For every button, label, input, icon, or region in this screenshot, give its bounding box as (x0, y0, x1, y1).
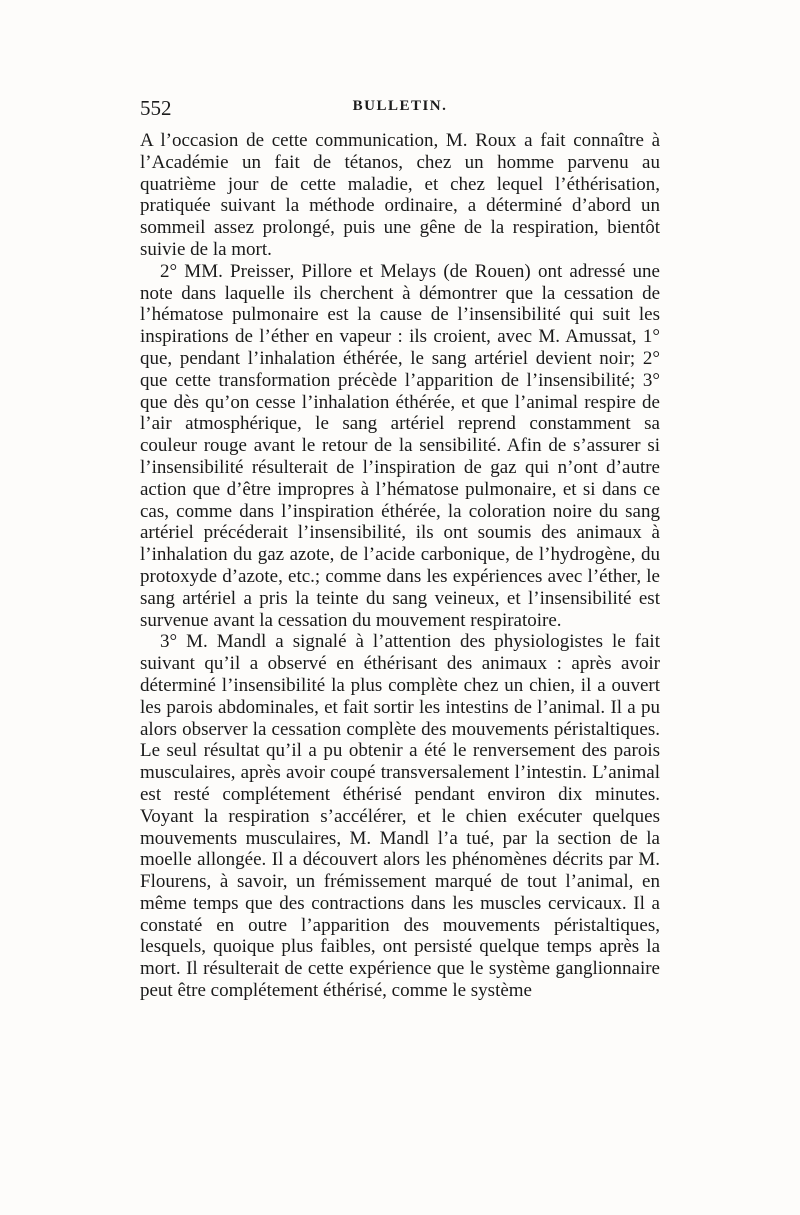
paragraph-1: A l’occasion de cette communication, M. Roux a fait connaître à l’Académie un fait de tétanos, chez un homme parvenu au quatrième jour de cette maladie, et chez lequel l’éthérisation, pratiquée suivant la méthode ordinaire, a déterminé d’abord un sommeil assez prolongé, puis une gêne de la respiration, bientôt suivie de la mort. (140, 130, 660, 260)
running-head: BULLETIN. (352, 98, 448, 114)
page-header (140, 96, 660, 124)
body-text (140, 130, 660, 1002)
paragraph-2: 2° MM. Preisser, Pillore et Melays (de Rouen) ont adressé une note dans laquelle ils cherchent à démontrer que la cessation de l’hématose pulmonaire est la cause de l’insensibilité qui suit les inspirations de l’éther en vapeur : ils croient, avec M. Amussat, 1° que, pendant l’inhalation éthérée, le sang artériel devient noir; 2° que cette transformation précède l’apparition de l’insensibilité; 3° que dès qu’on cesse l’inhalation éthérée, et que l’animal respire de l’air atmosphérique, le sang artériel reprend constamment sa couleur rouge avant le retour de la sensibilité. Afin de s’assurer si l’insensibilité résulterait de l’inspiration de gaz qui n’ont d’autre action que d’être impropres à l’hématose pulmonaire, et si dans ce cas, comme dans l’inspiration éthérée, la coloration noire du sang artériel précéderait l’insensibilité, ils ont soumis des animaux à l’inhalation du gaz azote, de l’acide carbonique, de l’hydrogène, du protoxyde d’azote, etc.; comme dans les expériences avec l’éther, le sang artériel a pris la teinte du sang veineux, et l’insensibilité est survenue avant la cessation du mouvement respiratoire. (140, 260, 660, 631)
page-number: 552 (140, 96, 172, 120)
paragraph-3: 3° M. Mandl a signalé à l’attention des physiologistes le fait suivant qu’il a observé en éthérisant des animaux : après avoir déterminé l’insensibilité la plus complète chez un chien, il a ouvert les parois abdominales, et fait sortir les intestins de l’animal. Il a pu alors observer la cessation complète des mouvements péristaltiques. Le seul résultat qu’il a pu obtenir a été le renversement des parois musculaires, après avoir coupé transversalement l’intestin. L’animal est resté complétement éthérisé pendant environ dix minutes. Voyant la respiration s’accélérer, et le chien exécuter quelques mouvements musculaires, M. Mandl l’a tué, par la section de la moelle allongée. Il a découvert alors les phénomènes décrits par M. Flourens, à savoir, un frémissement marqué de tout l’animal, en même temps que des contractions dans les muscles cervicaux. Il a constaté en outre l’apparition des mouvements péristaltiques, lesquels, quoique plus faibles, ont persisté quelque temps après la mort. Il résulterait de cette expérience que le système ganglionnaire peut être complétement éthérisé, comme le système (140, 631, 660, 1002)
